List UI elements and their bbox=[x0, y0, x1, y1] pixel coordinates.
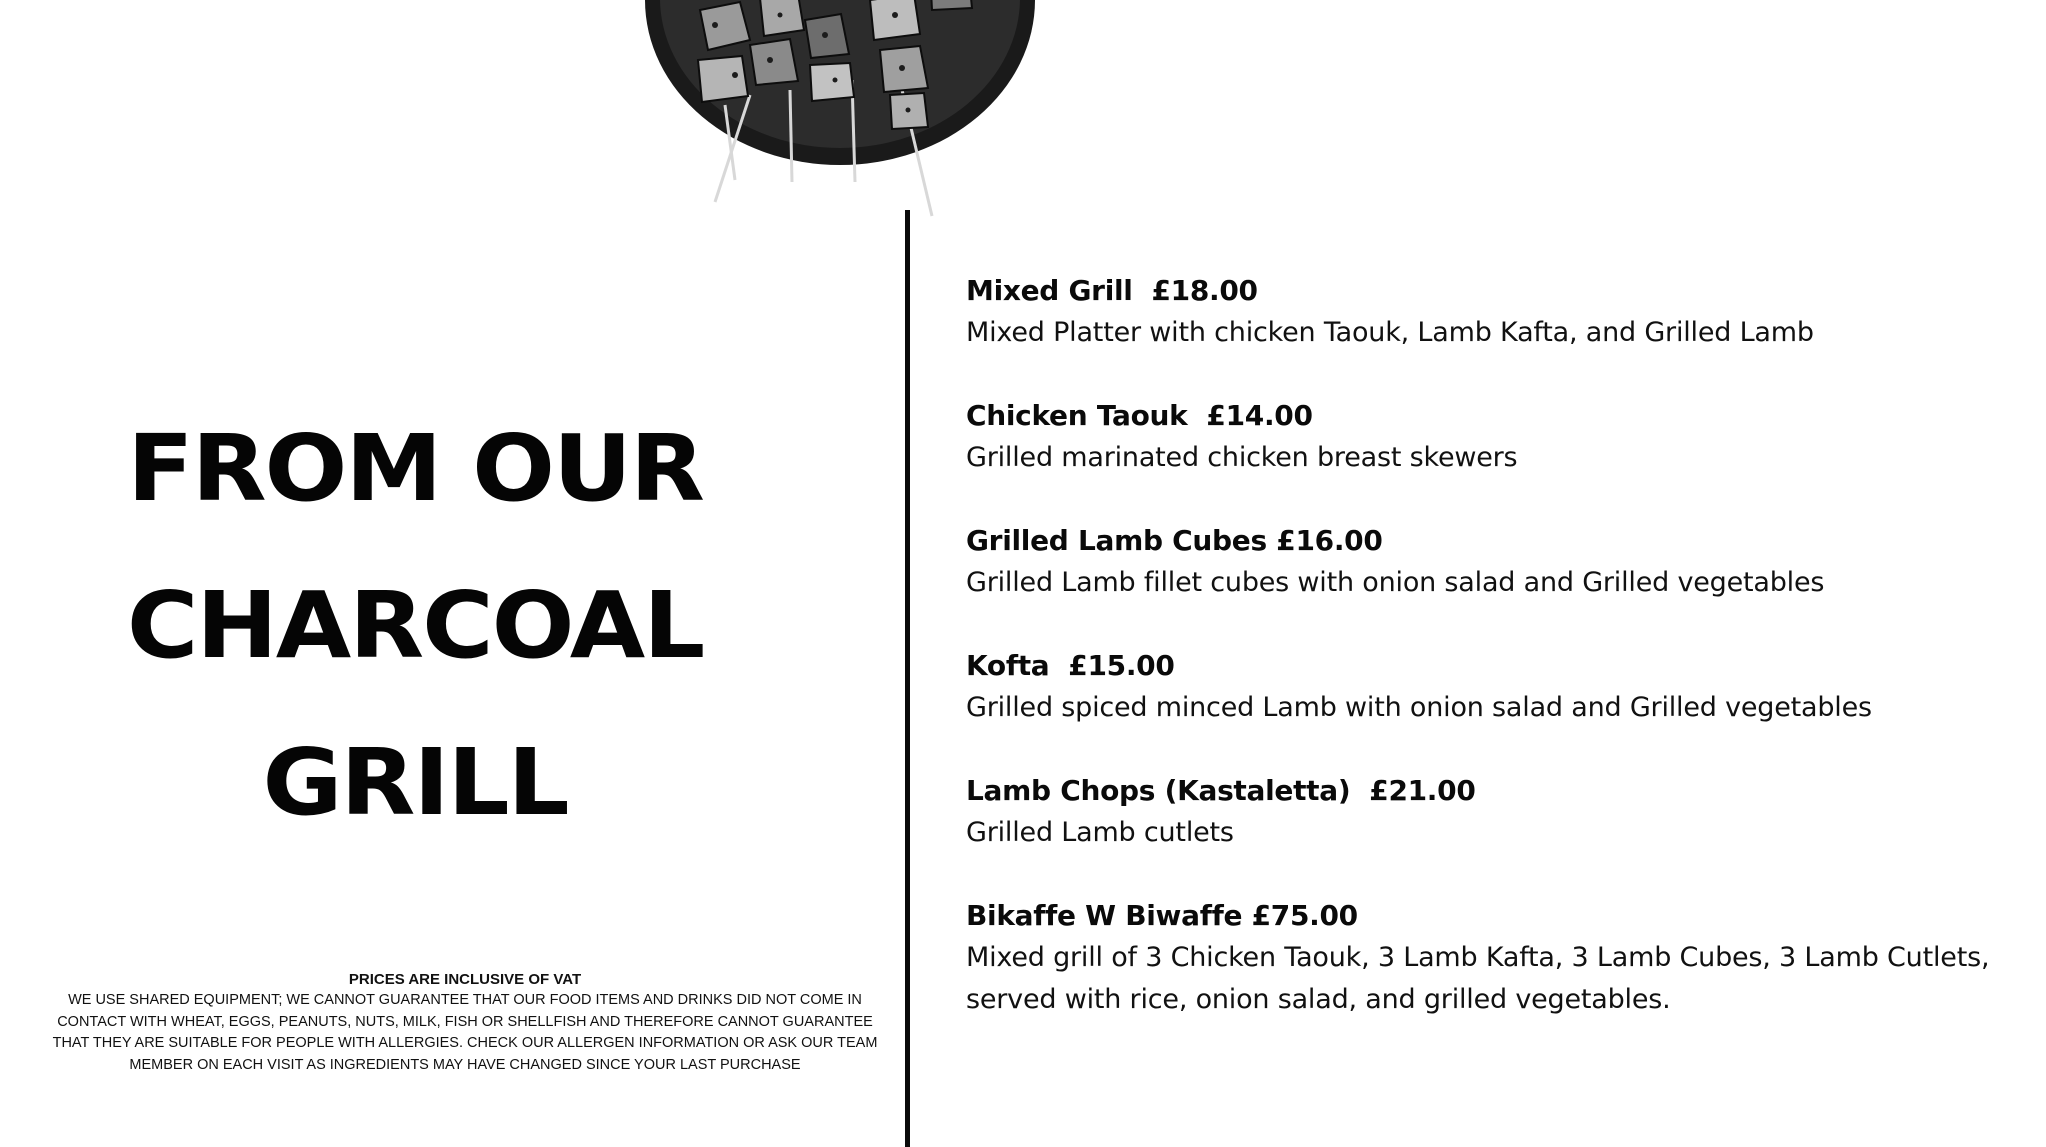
vertical-divider bbox=[905, 210, 910, 1147]
item-title: Mixed Grill £18.00 bbox=[966, 274, 1258, 307]
title-line-1: FROM OUR bbox=[127, 415, 703, 522]
grilled-skewers-plate-image bbox=[640, 0, 1040, 220]
item-description: Grilled spiced minced Lamb with onion salad and Grilled vegetables bbox=[966, 692, 1872, 723]
title-line-2: CHARCOAL bbox=[126, 572, 704, 679]
title-line-3: GRILL bbox=[262, 729, 568, 836]
item-description: Mixed Platter with chicken Taouk, Lamb Kafta, and Grilled Lamb bbox=[966, 317, 1814, 348]
item-title: Kofta £15.00 bbox=[966, 649, 1175, 682]
item-title: Bikaffe W Biwaffe £75.00 bbox=[966, 899, 1358, 932]
menu-item-lamb-chops bbox=[966, 770, 2006, 854]
item-description: Grilled marinated chicken breast skewers bbox=[966, 442, 1518, 473]
allergy-notice: WE USE SHARED EQUIPMENT; WE CANNOT GUARANTEE THAT OUR FOOD ITEMS AND DRINKS DID NOT COME IN CONTACT WITH WHEAT, EGGS, PEANUTS, NUTS, MILK, FISH OR SHELLFISH AND THEREFORE CANNOT GUARANTEE THAT THEY ARE SUITABLE FOR PEOPLE WITH ALLERGIES. CHECK OUR ALLERGEN INFORMATION OR ASK OUR TEAM MEMBER ON EACH VISIT AS INGREDIENTS MAY HAVE CHANGED SINCE YOUR LAST PURCHASE bbox=[52, 992, 878, 1073]
item-title: Chicken Taouk £14.00 bbox=[966, 399, 1313, 432]
menu-item-grilled-lamb-cubes bbox=[966, 520, 2006, 604]
menu-item-kofta bbox=[966, 645, 2006, 729]
item-description: Mixed grill of 3 Chicken Taouk, 3 Lamb Kafta, 3 Lamb Cubes, 3 Lamb Cutlets, served with rice, onion salad, and grilled vegetables. bbox=[966, 942, 1990, 1015]
menu-list bbox=[966, 270, 2006, 1062]
disclaimer bbox=[50, 969, 880, 1076]
menu-item-bikaffe-w-biwaffe bbox=[966, 895, 2006, 1021]
menu-item-mixed-grill bbox=[966, 270, 2006, 354]
item-description: Grilled Lamb fillet cubes with onion salad and Grilled vegetables bbox=[966, 567, 1825, 598]
page-title bbox=[60, 390, 770, 861]
item-title: Grilled Lamb Cubes £16.00 bbox=[966, 524, 1383, 557]
menu-item-chicken-taouk bbox=[966, 395, 2006, 479]
item-title: Lamb Chops (Kastaletta) £21.00 bbox=[966, 774, 1476, 807]
vat-notice: PRICES ARE INCLUSIVE OF VAT bbox=[348, 971, 582, 988]
item-description: Grilled Lamb cutlets bbox=[966, 817, 1234, 848]
